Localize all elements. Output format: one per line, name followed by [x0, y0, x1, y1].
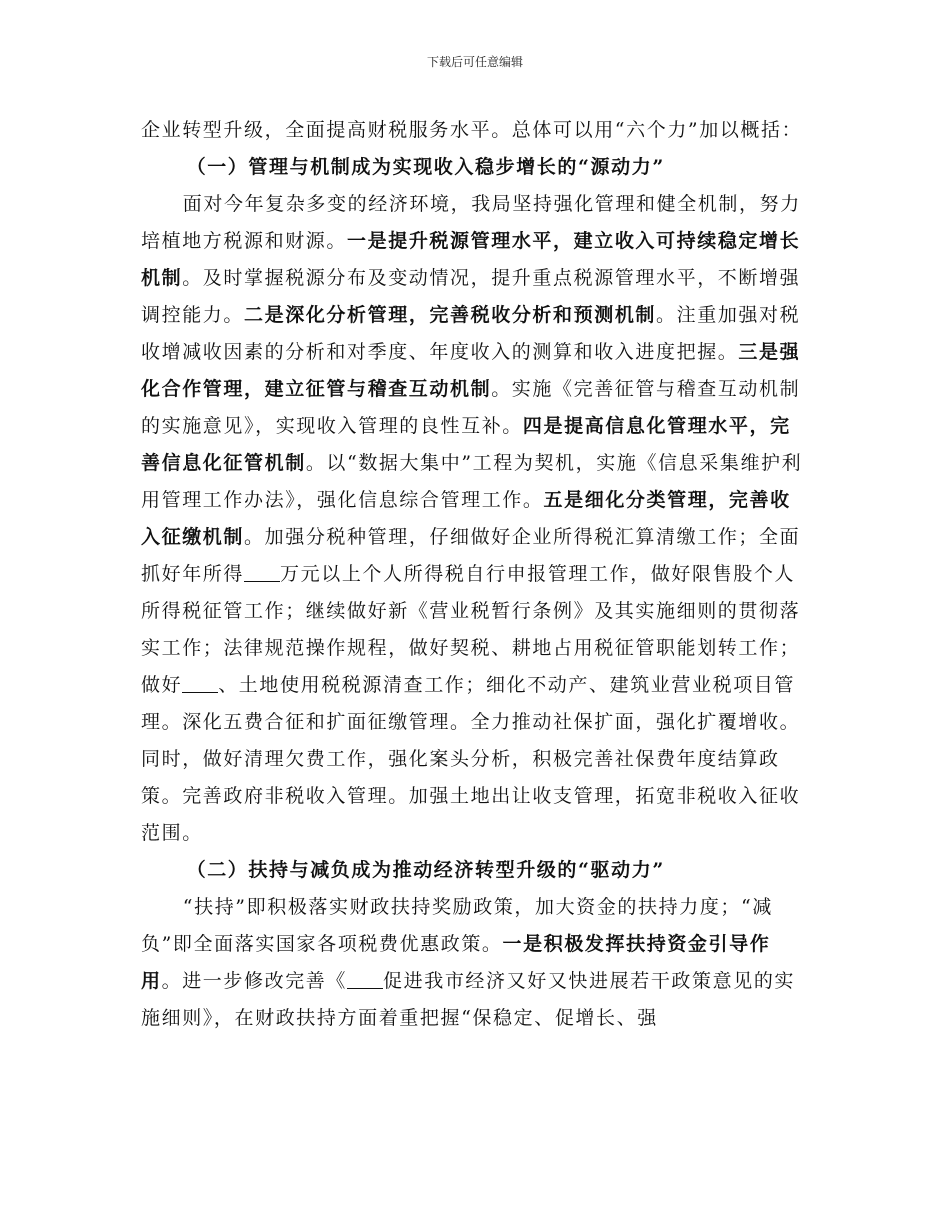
- text-run: 。以“数据大集中”工程为契机，实施《信息采集维护利用管理工作办法》，强化信息综合管理工作。: [141, 452, 803, 511]
- blank-underline: [182, 673, 218, 693]
- text-run: 。加强分税种管理，仔细做好企业所得税汇算清缴工作；全面抓好年所得: [141, 526, 801, 585]
- bold-point-3: 三是强化合作管理，建立征管与稽查互动机制: [141, 341, 801, 400]
- paragraph-intro: 企业转型升级，全面提高财税服务水平。总体可以用“六个力”加以概括：: [141, 119, 803, 141]
- blank-underline: [347, 969, 383, 989]
- text-run: 促进我市经济又好又快进展若干政策意见的实施细则》，在财政扶持方面着重把握“保稳定、促增长、强: [141, 970, 796, 1029]
- text-run: 面对今年复杂多变的经济环境，我局坚持强化管理和健全机制，努力培植地方税源和财源。: [141, 193, 801, 252]
- page-header: 下载后可任意编辑: [426, 55, 523, 69]
- bold-point-5: 五是细化分类管理，完善收入征缴机制: [141, 489, 791, 548]
- text-run: 。及时掌握税源分布及变动情况，提升重点税源管理水平，不断增强调控能力。: [141, 267, 801, 326]
- blank-underline: [244, 562, 280, 582]
- paragraph-section-2: [141, 889, 811, 1037]
- text-run: 。注重加强对税收增减收因素的分析和对季度、年度收入的测算和收入进度把握。: [141, 304, 801, 363]
- document-body: [141, 112, 811, 1037]
- paragraph-section-1: [141, 186, 811, 852]
- bold-point-1: 一是提升税源管理水平，建立收入可持续稳定增长机制: [141, 230, 801, 289]
- text-run: 、土地使用税税源清查工作；细化不动产、建筑业营业税项目管理。深化五费合征和扩面征缴管理。全力推动社保扩面，强化扩覆增收。同时，做好清理欠费工作，强化案头分析，积极完善社保费年度结算政策。完善政府非税收入管理。加强土地出让收支管理，拓宽非税收入征收范围。: [141, 674, 801, 844]
- text-run: 。进一步修改完善《: [161, 970, 348, 992]
- text-run: 万元以上个人所得税自行申报管理工作，做好限售股个人所得税征管工作；继续做好新《营业税暂行条例》及其实施细则的贯彻落实工作；法律规范操作规程，做好契税、耕地占用税征管职能划转工作；做好: [141, 563, 801, 696]
- text-run: “扶持”即积极落实财政扶持奖励政策，加大资金的扶持力度；“减负”即全面落实国家各项税费优惠政策。: [141, 896, 773, 955]
- text-run: 。实施《完善征管与稽查互动机制的实施意见》，实现收入管理的良性互补。: [141, 378, 801, 437]
- bold-point-4: 四是提高信息化管理水平，完善信息化征管机制: [141, 415, 791, 474]
- bold-point-6: 一是积极发挥扶持资金引导作用: [141, 933, 771, 992]
- bold-point-2: 二是深化分析管理，完善税收分析和预测机制: [244, 304, 657, 326]
- section-heading-1: （一）管理与机制成为实现收入稳步增长的“源动力”: [186, 156, 665, 178]
- section-heading-2: （二）扶持与减负成为推动经济转型升级的“驱动力”: [186, 859, 665, 881]
